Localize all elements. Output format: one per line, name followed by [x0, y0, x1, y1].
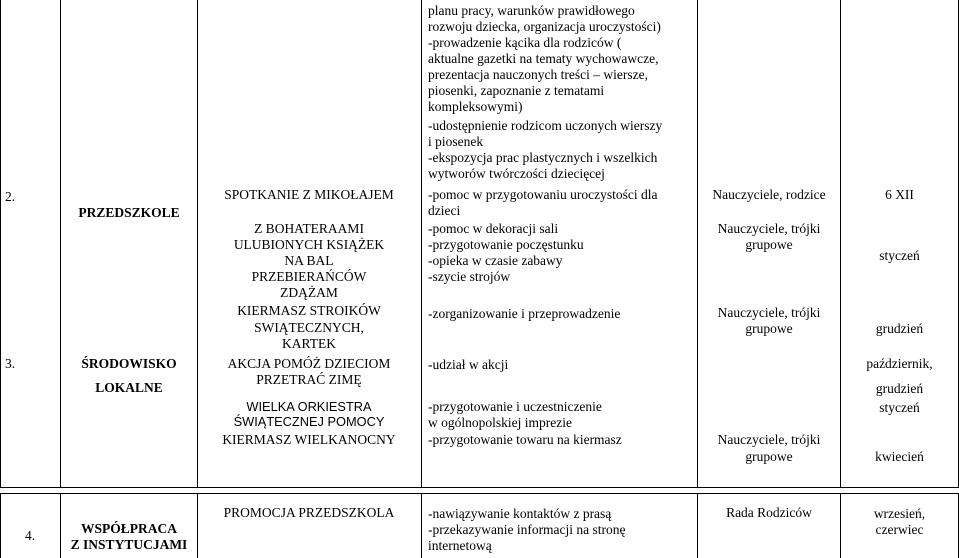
table-border — [421, 493, 422, 558]
task-line: i piosenek — [428, 134, 484, 149]
task-line: -szycie strojów — [428, 269, 511, 284]
term: kwiecień — [875, 449, 924, 464]
responsible: Nauczyciele, rodzice — [712, 187, 826, 202]
task-line: -opieka w czasie zabawy — [428, 253, 563, 268]
form-wosp-line: ŚWIĄTECZNEJ POMOCY — [233, 414, 385, 429]
table-border — [0, 487, 959, 488]
form-bal-line: ZDĄŻAM — [280, 285, 338, 300]
term: styczeń — [879, 248, 920, 263]
task-line: rozwoju dziecka, organizacja uroczystości) — [428, 19, 661, 34]
table-border — [0, 493, 959, 494]
form-kiermasz-line: KARTEK — [282, 336, 336, 351]
table-border — [60, 0, 61, 487]
form-wosp-line: WIELKA ORKIESTRA — [246, 399, 372, 414]
task-line: -przygotowanie poczęstunku — [428, 237, 584, 252]
form-wielkanoc: KIERMASZ WIELKANOCNY — [222, 432, 396, 447]
task-line: -prowadzenie kącika dla rodziców ( — [428, 35, 622, 50]
form-bal-line: ULUBIONYCH KSIĄŻEK — [233, 237, 385, 252]
area-label: LOKALNE — [95, 380, 163, 395]
term: wrzesień, — [873, 506, 926, 521]
task-line: -pomoc w dekoracji sali — [428, 221, 559, 236]
area-label: Z INSTYTUCJAMI — [70, 537, 188, 552]
task-line: -przygotowanie i uczestniczenie — [428, 399, 602, 414]
row-number: 3. — [5, 356, 16, 371]
form-kiermasz-line: SWIĄTECZNYCH, — [254, 320, 364, 335]
responsible: Nauczyciele, trójki — [717, 305, 821, 320]
area-label: PRZEDSZKOLE — [78, 205, 180, 220]
table-border — [421, 0, 422, 487]
task-line: -zorganizowanie i przeprowadzenie — [428, 306, 621, 321]
responsible: grupowe — [745, 321, 793, 336]
area-label: ŚRODOWISKO — [81, 356, 177, 371]
term: 6 XII — [885, 187, 914, 202]
task-line: prezentacja nauczonych treści – wiersze, — [428, 67, 649, 82]
task-line: aktualne gazetki na tematy wychowawcze, — [428, 51, 659, 66]
responsible: Nauczyciele, trójki — [717, 221, 821, 236]
form-bal-line: PRZEBIERAŃCÓW — [251, 269, 367, 284]
task-line: -pomoc w przygotowaniu uroczystości dla — [428, 187, 658, 202]
task-line: wytworów twórczości dziecięcej — [428, 166, 605, 181]
task-line: piosenki, zapoznanie z tematami — [428, 83, 605, 98]
form-kiermasz-line: KIERMASZ STROIKÓW — [237, 303, 381, 318]
form-bal-line: Z BOHATERAAMI — [254, 221, 364, 236]
task-line: dzieci — [428, 203, 461, 218]
task-line: kompleksowymi) — [428, 99, 523, 114]
task-line: -udział w akcji — [428, 357, 509, 372]
form-akcja-line: AKCJA POMÓŻ DZIECIOM — [227, 356, 391, 371]
row-number: 2. — [5, 189, 16, 204]
responsible: Nauczyciele, trójki — [717, 432, 821, 447]
task-line: -przygotowanie towaru na kiermasz — [428, 432, 622, 447]
term: październik, — [866, 356, 933, 371]
responsible: Rada Rodziców — [726, 505, 812, 520]
form-bal-line: NA BAL — [284, 253, 334, 268]
table-border — [197, 493, 198, 558]
form-promocja: PROMOCJA PRZEDSZKOLA — [223, 505, 395, 520]
task-line: internetową — [428, 538, 492, 553]
term: czerwiec — [875, 522, 924, 537]
term: grudzień — [875, 381, 924, 396]
form-spotkanie: SPOTKANIE Z MIKOŁAJEM — [224, 187, 394, 202]
task-line: -ekspozycja prac plastycznych i wszelkich — [428, 150, 658, 165]
term: styczeń — [879, 400, 920, 415]
table-border — [0, 0, 1, 487]
term: grudzień — [875, 321, 924, 336]
table-border — [697, 493, 698, 558]
task-line: w ogólnopolskiej imprezie — [428, 415, 572, 430]
task-line: -przekazywanie informacji na stronę — [428, 522, 626, 537]
task-line: planu pracy, warunków prawidłowego — [428, 3, 635, 18]
table-border — [0, 493, 1, 558]
responsible: grupowe — [745, 237, 793, 252]
row-number: 4. — [25, 528, 36, 543]
area-label: WSPÓŁPRACA — [80, 521, 177, 536]
form-akcja-line: PRZETRAĆ ZIMĘ — [256, 372, 362, 387]
responsible: grupowe — [745, 449, 793, 464]
task-line: -udostępnienie rodzicom uczonych wierszy — [428, 118, 663, 133]
task-line: -nawiązywanie kontaktów z prasą — [428, 506, 612, 521]
